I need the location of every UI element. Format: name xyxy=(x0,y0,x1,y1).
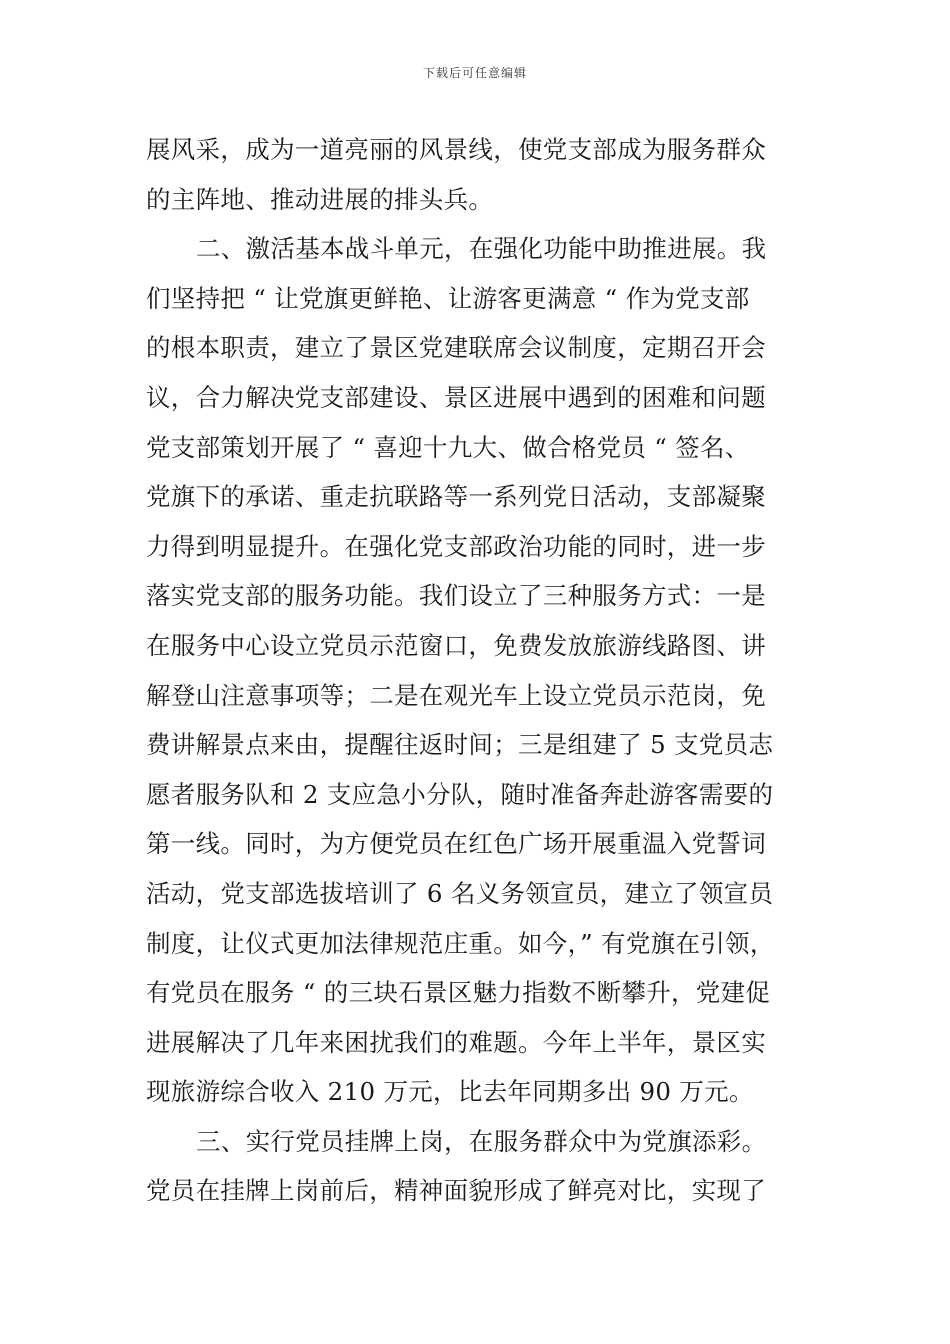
text-line-18: 有党员在服务 “ 的三块石景区魅力指数不断攀升，党建促 xyxy=(146,978,771,1008)
text-line-16: 活动，党支部选拔培训了 6 名义务领宣员，建立了领宣员 xyxy=(146,878,774,908)
text-line-13: 费讲解景点来由，提醒往返时间；三是组建了 5 支党员志 xyxy=(146,730,774,760)
page-header: 下载后可任意编辑 xyxy=(422,66,527,80)
text-line-4: 们坚持把 “ 让党旗更鲜艳、让游客更满意 “ 作为党支部 xyxy=(146,283,750,313)
text-line-3: 二、激活基本战斗单元，在强化功能中助推进展。我 xyxy=(196,234,767,264)
document-body xyxy=(146,125,816,1216)
text-line-17: 制度，让仪式更加法律规范庄重。如今，” 有党旗在引领， xyxy=(146,928,775,958)
text-line-22: 党员在挂牌上岗前后，精神面貌形成了鲜亮对比，实现了 xyxy=(146,1176,766,1206)
text-line-10: 落实党支部的服务功能。我们设立了三种服务方式：一是 xyxy=(146,581,766,611)
text-line-5: 的根本职责，建立了景区党建联席会议制度，定期召开会 xyxy=(146,333,766,363)
text-line-1: 展风采，成为一道亮丽的风景线，使党支部成为服务群众 xyxy=(146,135,766,164)
text-line-2: 的主阵地、推动进展的排头兵。 xyxy=(146,184,494,214)
text-line-12: 解登山注意事项等；二是在观光车上设立党员示范岗，免 xyxy=(146,680,766,710)
text-line-8: 党旗下的承诺、重走抗联路等一系列党日活动，支部凝聚 xyxy=(146,482,766,512)
text-line-15: 第一线。同时，为方便党员在红色广场开展重温入党誓词 xyxy=(146,829,766,859)
text-line-6: 议，合力解决党支部建设、景区进展中遇到的困难和问题 xyxy=(146,382,766,412)
text-line-7: 党支部策划开展了 “ 喜迎十九大、做合格党员 “ 签名、 xyxy=(146,432,750,462)
text-line-21: 三、实行党员挂牌上岗，在服务群众中为党旗添彩。 xyxy=(196,1126,767,1156)
text-line-11: 在服务中心设立党员示范窗口，免费发放旅游线路图、讲 xyxy=(146,630,766,660)
text-line-19: 进展解决了几年来困扰我们的难题。今年上半年，景区实 xyxy=(146,1027,766,1057)
text-line-20: 现旅游综合收入 210 万元，比去年同期多出 90 万元。 xyxy=(146,1077,754,1107)
text-line-9: 力得到明显提升。在强化党支部政治功能的同时，进一步 xyxy=(146,531,766,561)
text-line-14: 愿者服务队和 2 支应急小分队，随时准备奔赴游客需要的 xyxy=(146,779,774,809)
